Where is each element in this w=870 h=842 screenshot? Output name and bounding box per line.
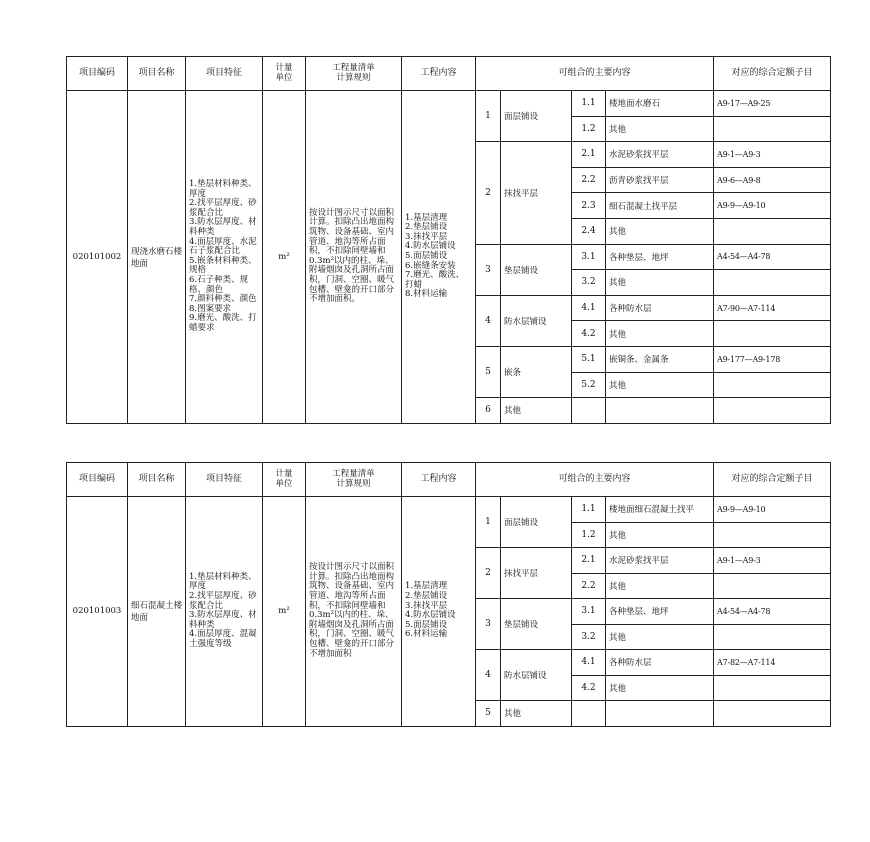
header-combo: 可组合的主要内容 bbox=[476, 57, 714, 91]
quota-reference: A7-90—A7-114 bbox=[714, 295, 831, 321]
empty-cell bbox=[714, 398, 831, 424]
header-code: 项目编码 bbox=[67, 463, 128, 497]
table-row bbox=[67, 497, 831, 523]
sub-item-name: 水泥砂浆找平层 bbox=[606, 142, 714, 168]
sub-item-number: 4.2 bbox=[572, 321, 606, 347]
group-number: 6 bbox=[476, 398, 501, 424]
sub-item-name: 水泥砂浆找平层 bbox=[606, 548, 714, 574]
group-number: 5 bbox=[476, 701, 501, 727]
group-name: 面层铺设 bbox=[501, 497, 572, 548]
quota-reference bbox=[714, 218, 831, 244]
quota-reference bbox=[714, 116, 831, 142]
sub-item-number: 2.1 bbox=[572, 548, 606, 574]
item-name: 现浇水磨石楼地面 bbox=[128, 91, 186, 424]
calc-rule: 按设计图示尺寸以面积计算。扣除凸出地面构筑物、设备基础、室内管道、地沟等所占面积，不扣除间壁墙和0.3m²以内的柱、垛、附墙烟囱及孔洞所占面积，门洞、空圈、暖气包槽、壁龛的开口部分不增加面积 bbox=[306, 497, 402, 727]
quota-reference bbox=[714, 675, 831, 701]
group-name: 防水层铺设 bbox=[501, 295, 572, 346]
sub-item-number: 3.1 bbox=[572, 599, 606, 625]
sub-item-name: 各种垫层、地坪 bbox=[606, 244, 714, 270]
item-code: 020101002 bbox=[67, 91, 128, 424]
quota-reference: A9-1—A9-3 bbox=[714, 548, 831, 574]
header-name: 项目名称 bbox=[128, 463, 186, 497]
quota-reference: A7-82—A7-114 bbox=[714, 650, 831, 676]
group-number: 2 bbox=[476, 142, 501, 244]
sub-item-name: 其他 bbox=[606, 522, 714, 548]
quota-reference: A9-177—A9-178 bbox=[714, 346, 831, 372]
sub-item-name: 其他 bbox=[606, 624, 714, 650]
group-name: 嵌条 bbox=[501, 346, 572, 397]
empty-cell bbox=[572, 701, 606, 727]
sub-item-name: 各种防水层 bbox=[606, 295, 714, 321]
sub-item-name: 其他 bbox=[606, 372, 714, 398]
quota-table-terrazzo bbox=[66, 56, 831, 424]
group-name: 防水层铺设 bbox=[501, 650, 572, 701]
sub-item-number: 2.1 bbox=[572, 142, 606, 168]
sub-item-name: 其他 bbox=[606, 270, 714, 296]
header-row bbox=[67, 57, 831, 91]
sub-item-name: 其他 bbox=[606, 321, 714, 347]
group-name: 其他 bbox=[501, 701, 572, 727]
header-content: 工程内容 bbox=[402, 57, 476, 91]
sub-item-number: 1.2 bbox=[572, 522, 606, 548]
header-rule: 工程量清单 计算规则 bbox=[306, 463, 402, 497]
group-name: 垫层铺设 bbox=[501, 244, 572, 295]
unit: m² bbox=[263, 497, 306, 727]
empty-cell bbox=[714, 701, 831, 727]
sub-item-name: 楼地面细石混凝土找平 bbox=[606, 497, 714, 523]
item-features: 1.垫层材料种类、厚度 2.找平层厚度、砂浆配合比 3.防水层厚度、材料种类 4.面层厚度、水泥石子浆配合比 5.嵌条材料种类、规格 6.石子种类、规格、颜色 7.颜料种类、颜色 8.图案要求 9.磨光、酸洗、打蜡要求 bbox=[186, 91, 263, 424]
empty-cell bbox=[606, 701, 714, 727]
group-number: 5 bbox=[476, 346, 501, 397]
quota-reference bbox=[714, 573, 831, 599]
header-combo: 可组合的主要内容 bbox=[476, 463, 714, 497]
header-name: 项目名称 bbox=[128, 57, 186, 91]
empty-cell bbox=[606, 398, 714, 424]
group-name: 面层铺设 bbox=[501, 91, 572, 142]
sub-item-name: 细石混凝土找平层 bbox=[606, 193, 714, 219]
group-number: 2 bbox=[476, 548, 501, 599]
sub-item-number: 1.1 bbox=[572, 91, 606, 117]
quota-reference: A9-6—A9-8 bbox=[714, 167, 831, 193]
sub-item-name: 沥青砂浆找平层 bbox=[606, 167, 714, 193]
sub-item-name: 各种防水层 bbox=[606, 650, 714, 676]
group-name: 垫层铺设 bbox=[501, 599, 572, 650]
table-row bbox=[67, 91, 831, 117]
sub-item-number: 2.2 bbox=[572, 573, 606, 599]
group-number: 3 bbox=[476, 244, 501, 295]
quota-table-fine-concrete bbox=[66, 462, 831, 727]
header-unit: 计量 单位 bbox=[263, 57, 306, 91]
sub-item-name: 其他 bbox=[606, 573, 714, 599]
sub-item-number: 5.2 bbox=[572, 372, 606, 398]
header-code: 项目编码 bbox=[67, 57, 128, 91]
header-rule: 工程量清单 计算规则 bbox=[306, 57, 402, 91]
sub-item-number: 3.1 bbox=[572, 244, 606, 270]
quota-reference: A9-9—A9-10 bbox=[714, 193, 831, 219]
group-number: 4 bbox=[476, 295, 501, 346]
sub-item-number: 3.2 bbox=[572, 624, 606, 650]
group-name: 抹找平层 bbox=[501, 548, 572, 599]
sub-item-number: 3.2 bbox=[572, 270, 606, 296]
sub-item-name: 楼地面水磨石 bbox=[606, 91, 714, 117]
work-content: 1.基层清理 2.垫层铺设 3.抹找平层 4.防水层铺设 5.面层铺设 6.材料运输 bbox=[402, 497, 476, 727]
sub-item-number: 4.1 bbox=[572, 650, 606, 676]
item-features: 1.垫层材料种类、厚度 2.找平层厚度、砂浆配合比 3.防水层厚度、材料种类 4.面层厚度、混凝土强度等级 bbox=[186, 497, 263, 727]
calc-rule: 按设计图示尺寸以面积计算。扣除凸出地面构筑物、设备基础、室内管道、地沟等所占面积，不扣除间壁墙和0.3m²以内的柱、垛、附墙烟囱及孔洞所占面积，门洞、空圈、暖气包槽、壁龛的开口部分不增加面积。 bbox=[306, 91, 402, 424]
header-content: 工程内容 bbox=[402, 463, 476, 497]
sub-item-number: 1.2 bbox=[572, 116, 606, 142]
group-number: 3 bbox=[476, 599, 501, 650]
sub-item-name: 其他 bbox=[606, 675, 714, 701]
sub-item-number: 5.1 bbox=[572, 346, 606, 372]
header-quota: 对应的综合定额子目 bbox=[714, 57, 831, 91]
quota-reference bbox=[714, 321, 831, 347]
quota-reference bbox=[714, 624, 831, 650]
quota-reference: A9-9—A9-10 bbox=[714, 497, 831, 523]
quota-reference: A9-1—A9-3 bbox=[714, 142, 831, 168]
sub-item-number: 1.1 bbox=[572, 497, 606, 523]
sub-item-name: 其他 bbox=[606, 116, 714, 142]
sub-item-number: 4.2 bbox=[572, 675, 606, 701]
group-name: 抹找平层 bbox=[501, 142, 572, 244]
sub-item-number: 2.3 bbox=[572, 193, 606, 219]
sub-item-number: 2.4 bbox=[572, 218, 606, 244]
sub-item-name: 各种垫层、地坪 bbox=[606, 599, 714, 625]
quota-reference bbox=[714, 270, 831, 296]
quota-reference: A4-54—A4-78 bbox=[714, 244, 831, 270]
header-feature: 项目特征 bbox=[186, 57, 263, 91]
sub-item-name: 嵌铜条、金属条 bbox=[606, 346, 714, 372]
empty-cell bbox=[572, 398, 606, 424]
group-name: 其他 bbox=[501, 398, 572, 424]
header-row bbox=[67, 463, 831, 497]
item-code: 020101003 bbox=[67, 497, 128, 727]
sub-item-name: 其他 bbox=[606, 218, 714, 244]
quota-reference bbox=[714, 372, 831, 398]
work-content: 1.基层清理 2.垫层铺设 3.抹找平层 4.防水层铺设 5.面层铺设 6.嵌缝条安装 7.磨光、酸洗、打蜡 8.材料运输 bbox=[402, 91, 476, 424]
item-name: 细石混凝土楼地面 bbox=[128, 497, 186, 727]
header-unit: 计量 单位 bbox=[263, 463, 306, 497]
group-number: 1 bbox=[476, 91, 501, 142]
sub-item-number: 4.1 bbox=[572, 295, 606, 321]
quota-reference: A9-17—A9-25 bbox=[714, 91, 831, 117]
header-feature: 项目特征 bbox=[186, 463, 263, 497]
quota-reference: A4-54—A4-78 bbox=[714, 599, 831, 625]
header-quota: 对应的综合定额子目 bbox=[714, 463, 831, 497]
group-number: 4 bbox=[476, 650, 501, 701]
group-number: 1 bbox=[476, 497, 501, 548]
unit: m² bbox=[263, 91, 306, 424]
quota-reference bbox=[714, 522, 831, 548]
sub-item-number: 2.2 bbox=[572, 167, 606, 193]
